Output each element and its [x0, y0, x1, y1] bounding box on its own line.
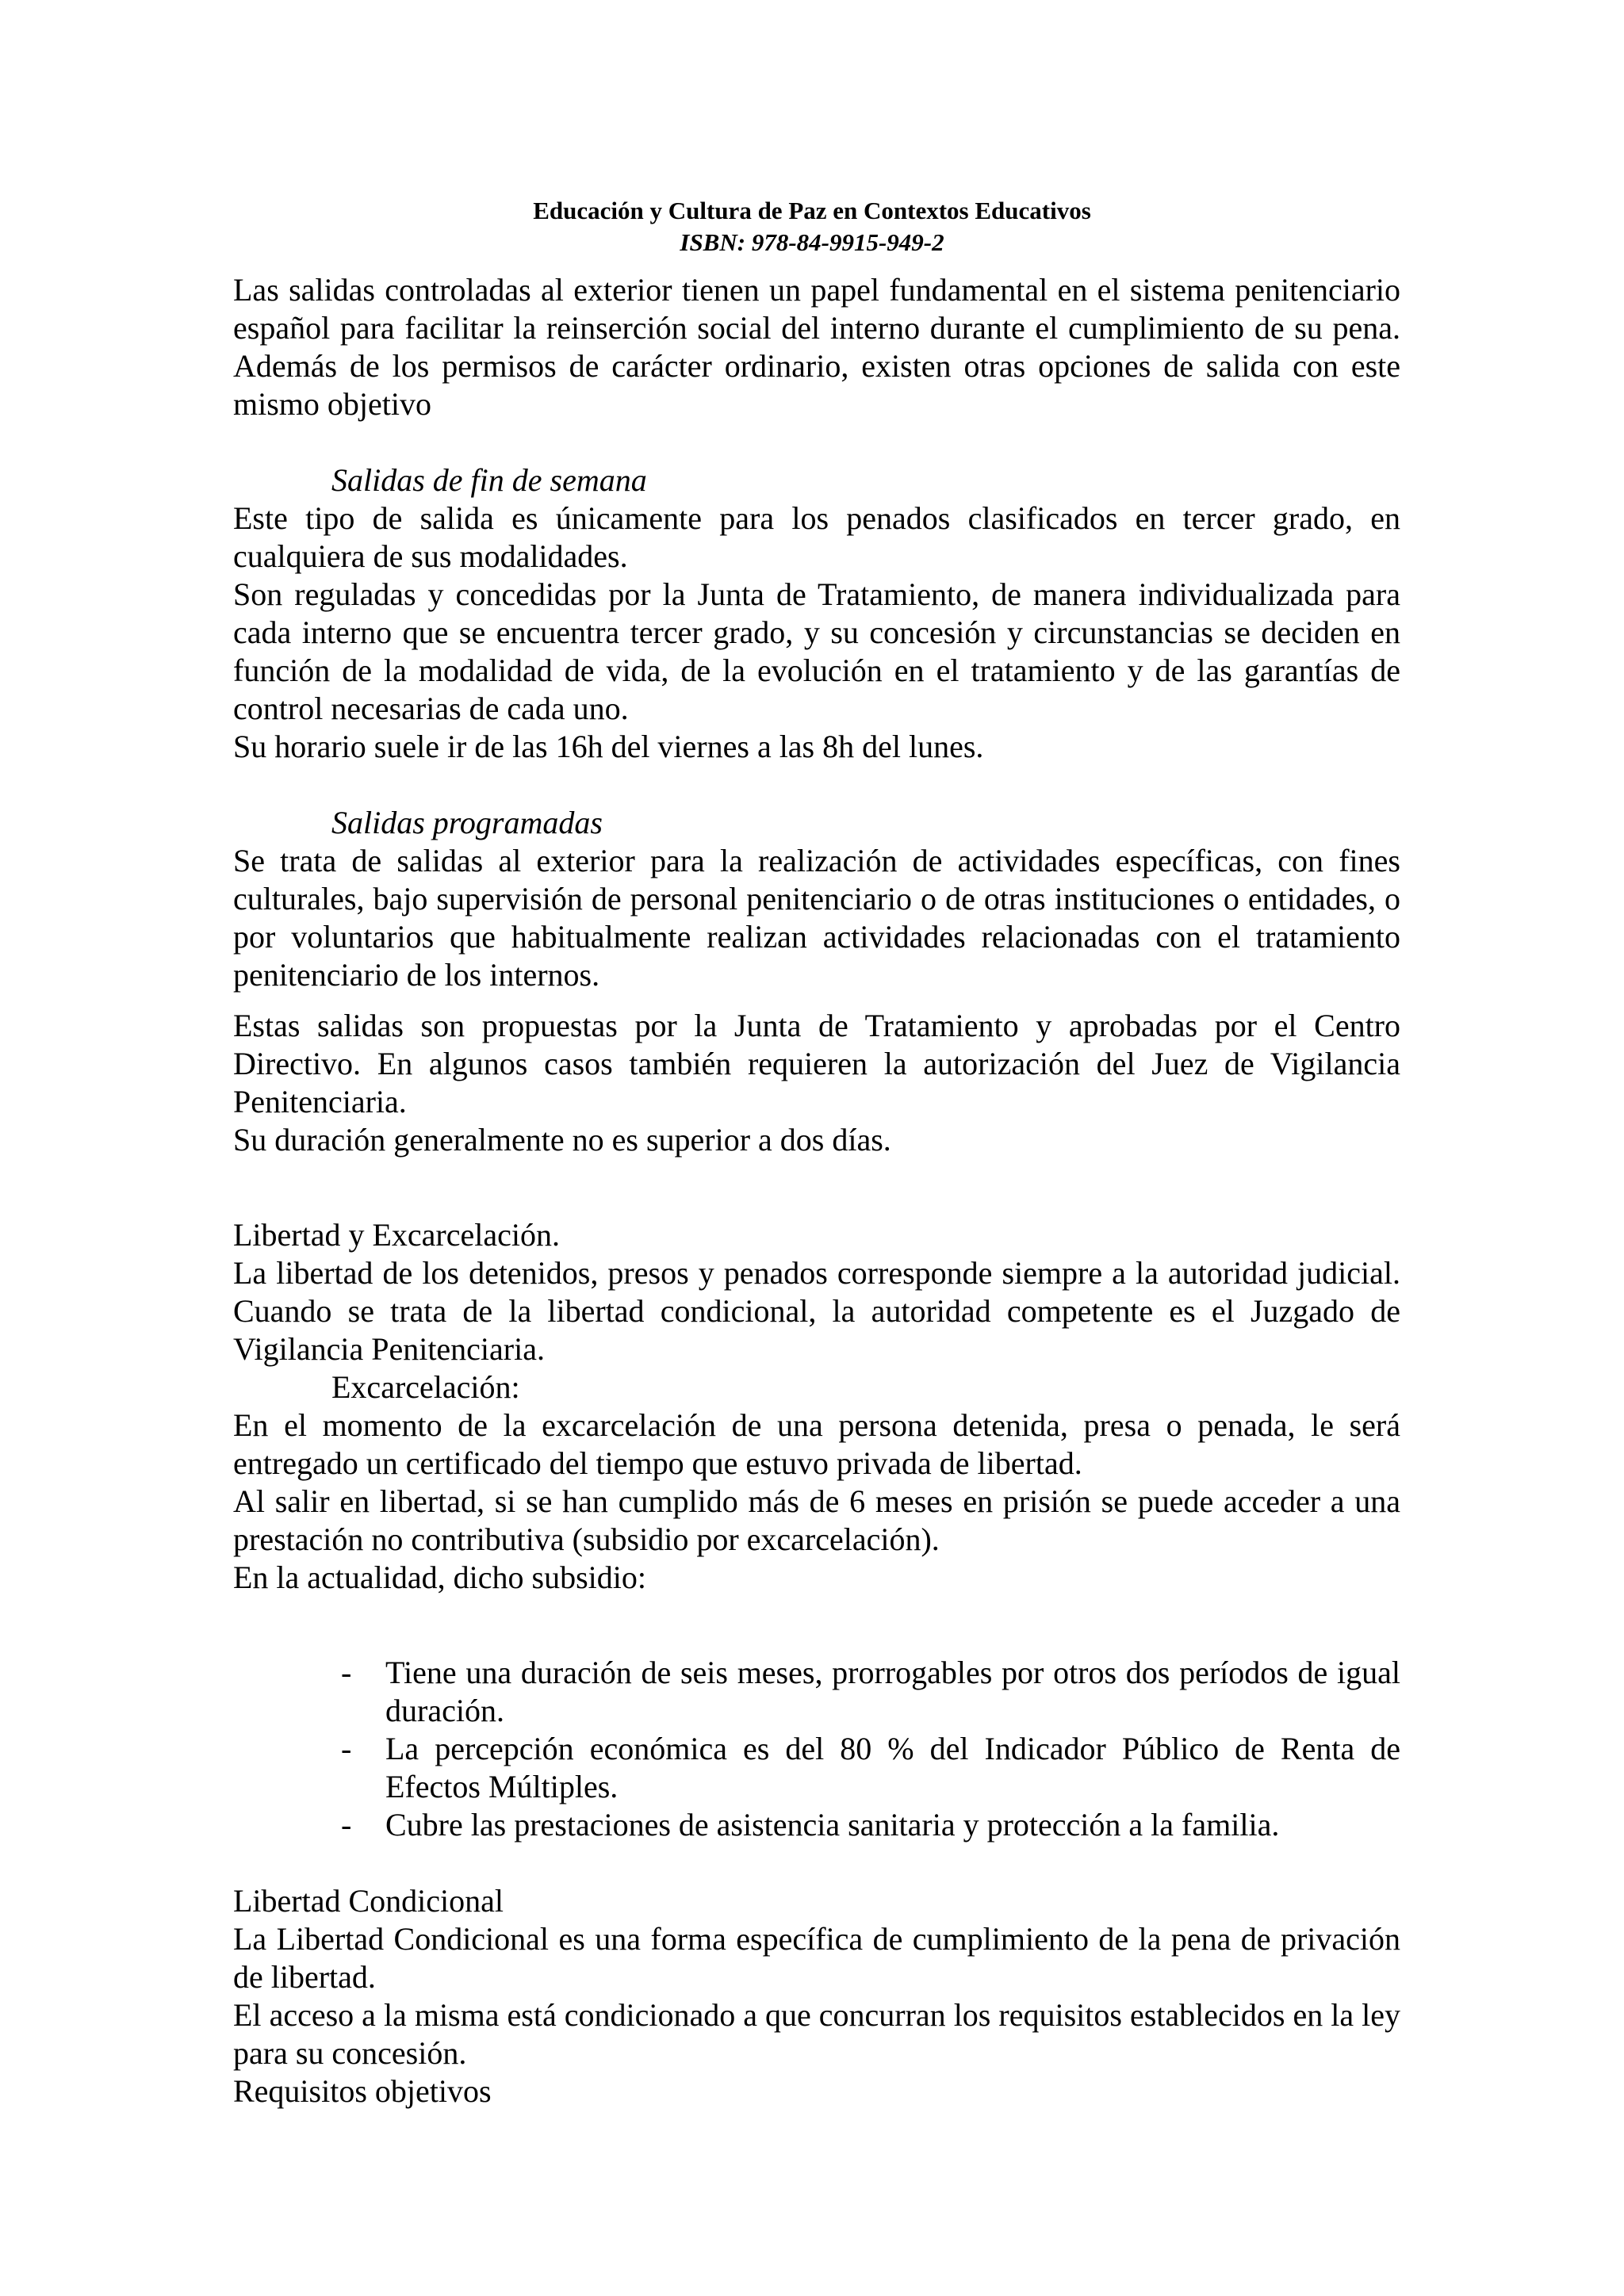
weekend-paragraph-3: Su horario suele ir de las 16h del viernes a las 8h del lunes.: [233, 729, 984, 764]
programmed-paragraph-1: Se trata de salidas al exterior para la realización de actividades específicas, con fines culturales, bajo supervisión de personal penitenciario o de otras instituciones o entidades, o por voluntarios que habitualmente realizan actividades relacionadas con el tratamiento penitenciario de los internos.: [233, 843, 1400, 993]
conditional-paragraph-1: La Libertad Condicional es una forma específica de cumplimiento de la pena de privación de libertad.: [233, 1921, 1400, 1995]
list-item-text: La percepción económica es del 80 % del Indicador Público de Renta de Efectos Múltiples.: [385, 1731, 1400, 1804]
header-isbn: ISBN: 978-84-9915-949-2: [680, 228, 944, 256]
section-heading-weekend: Salidas de fin de semana: [331, 462, 647, 498]
weekend-paragraph-1: Este tipo de salida es únicamente para los penados clasificados en tercer grado, en cualquiera de sus modalidades.: [233, 500, 1400, 574]
programmed-paragraph-2: Estas salidas son propuestas por la Junta de Tratamiento y aprobadas por el Centro Directivo. En algunos casos también requieren la autorización del Juez de Vigilancia Penitenciaria.: [233, 1008, 1400, 1119]
weekend-paragraph-2: Son reguladas y concedidas por la Junta de Tratamiento, de manera individualizada para cada interno que se encuentra tercer grado, y su concesión y circunstancias se deciden en función de la modalidad de vida, de la evolución en el tratamiento y de las garantías de control necesarias de cada uno.: [233, 576, 1400, 726]
intro-paragraph: Las salidas controladas al exterior tienen un papel fundamental en el sistema penitenciario español para facilitar la reinserción social del interno durante el cumplimiento de su pena. Además de los permisos de carácter ordinario, existen otras opciones de salida con este mismo objetivo: [233, 272, 1400, 422]
liberty-paragraph-3: Al salir en libertad, si se han cumplido más de 6 meses en prisión se puede acceder a una prestación no contributiva (subsidio por excarcelación).: [233, 1483, 1400, 1557]
subheading-excarcelation: Excarcelación:: [331, 1369, 520, 1405]
document-body: [233, 271, 1400, 2110]
conditional-paragraph-2: El acceso a la misma está condicionado a que concurran los requisitos establecidos en la ley para su concesión.: [233, 1997, 1400, 2071]
page-header: [0, 195, 1624, 258]
conditional-paragraph-3: Requisitos objetivos: [233, 2073, 492, 2109]
spacer: [233, 423, 1400, 461]
section-heading-conditional: Libertad Condicional: [233, 1883, 504, 1919]
bullet-dash: -: [341, 1731, 352, 1766]
bullet-dash: -: [341, 1807, 352, 1843]
programmed-paragraph-3: Su duración generalmente no es superior a dos días.: [233, 1122, 891, 1158]
list-item-text: Tiene una duración de seis meses, prorrogables por otros dos períodos de igual duración.: [385, 1655, 1400, 1728]
list-item: [233, 1806, 1400, 1844]
spacer: [233, 766, 1400, 804]
liberty-paragraph-2: En el momento de la excarcelación de una persona detenida, presa o penada, le será entregado un certificado del tiempo que estuvo privada de libertad.: [233, 1407, 1400, 1481]
spacer: [233, 994, 1400, 1007]
list-item: [233, 1654, 1400, 1730]
section-heading-programmed: Salidas programadas: [331, 805, 603, 840]
liberty-paragraph-1: La libertad de los detenidos, presos y penados corresponde siempre a la autoridad judicial. Cuando se trata de la libertad condicional, la autoridad competente es el Juzgado de Vigilancia Penitenciaria.: [233, 1255, 1400, 1367]
liberty-paragraph-4: En la actualidad, dicho subsidio:: [233, 1559, 646, 1595]
spacer: [233, 1597, 1400, 1654]
list-item: [233, 1730, 1400, 1806]
section-heading-liberty: Libertad y Excarcelación.: [233, 1217, 560, 1253]
subsidy-list: [233, 1654, 1400, 1844]
list-item-text: Cubre las prestaciones de asistencia sanitaria y protección a la familia.: [385, 1807, 1280, 1843]
spacer: [233, 1844, 1400, 1882]
bullet-dash: -: [341, 1655, 352, 1690]
spacer: [233, 1159, 1400, 1216]
header-title: Educación y Cultura de Paz en Contextos Educativos: [533, 197, 1091, 224]
